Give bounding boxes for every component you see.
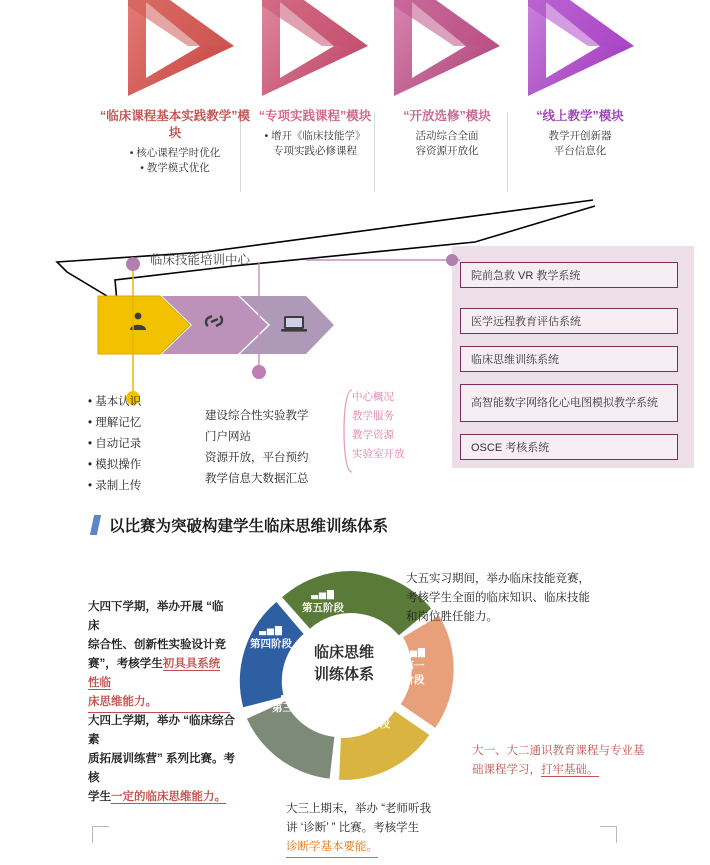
frame-corner-left <box>92 826 109 843</box>
module-item: 教学开创新器 <box>548 130 612 142</box>
module-arrow-1 <box>128 0 234 96</box>
system-item-1[interactable]: 院前急救 VR 教学系统 <box>460 262 678 288</box>
annotation-stage5-line3: 和岗位胜任能力。 <box>406 611 498 623</box>
system-item-2[interactable]: 医学远程教育评估系统 <box>460 308 678 334</box>
donut-center-line-2: 训练体系 <box>313 666 374 683</box>
module-item: 专项实践必修课程 <box>273 145 357 157</box>
bars-icon-5: ▃▅▇ <box>311 589 335 599</box>
annotation-stage1-line1: 大一、大二通识教育课程与专业基 <box>472 745 645 757</box>
pink-brace-list <box>352 388 444 474</box>
donut-label-stage3 <box>264 690 322 715</box>
laptop-icon <box>281 316 307 332</box>
marker-left <box>120 256 146 406</box>
left-bullet: • 自动记录 <box>88 434 208 455</box>
module-block-1 <box>100 108 250 176</box>
stage3-line: 第三阶段 <box>272 702 314 714</box>
module-title-3: “开放选修”模块 <box>403 109 491 123</box>
module-block-4 <box>505 108 655 159</box>
donut-label-stage5 <box>294 590 352 615</box>
donut-label-stage4 <box>242 626 300 651</box>
module-arrow-3 <box>394 0 500 96</box>
annotation-stage4 <box>88 598 230 713</box>
left-bullet: • 录制上传 <box>88 476 208 497</box>
brace-item: 教学服务 <box>352 410 394 422</box>
donut-segment-stage3 <box>266 710 332 758</box>
center-list-item: 建设综合性实验教学 <box>205 410 309 422</box>
annotation-stage5 <box>406 570 616 627</box>
system-item-5[interactable]: OSCE 考核系统 <box>460 434 678 460</box>
bars-icon-3: ▃▅▇ <box>281 689 305 699</box>
center-list <box>205 406 345 490</box>
brace-item: 实验室开放 <box>352 448 405 460</box>
annotation-stage4-line1: 大四下学期，举办开展 “临床 <box>88 601 224 632</box>
system-item-3[interactable]: 临床思维训练系统 <box>460 346 678 372</box>
annotation-stage3-line2: 质拓展训练营” 系列比赛。考核 <box>88 753 235 784</box>
marker-center <box>246 256 272 380</box>
brace-item: 教学资源 <box>352 429 394 441</box>
top-module-texts <box>0 108 710 200</box>
module-block-2 <box>240 108 390 159</box>
module-item: 活动综合全面 <box>415 130 479 142</box>
module-item: 容资源开放化 <box>415 145 479 157</box>
top-arrow-row <box>0 0 710 100</box>
module-item: 平台信息化 <box>553 145 607 157</box>
annotation-stage2-line3: 诊断学基本要能。 <box>286 838 378 858</box>
donut-center-label <box>290 642 398 686</box>
module-title-1: “临床课程基本实践教学”模块 <box>100 109 251 140</box>
annotation-stage5-line1: 大五实习期间，举办临床技能竞赛， <box>406 573 590 585</box>
module-title-4: “线上教学”模块 <box>536 109 624 123</box>
center-title: 临床技能培训中心 <box>150 253 251 267</box>
heading-accent-bar <box>90 515 101 535</box>
frame-corner-right <box>600 826 617 843</box>
module-item: • 核心课程学时优化 <box>100 146 250 161</box>
annotation-stage4-line3: 赛”，考核学生初具具系统性临 <box>88 658 221 689</box>
center-list-item: 门户网站 <box>205 431 251 443</box>
left-bullet: • 基本认识 <box>88 392 208 413</box>
annotation-stage2-line2: 讲 ‘诊断’ ” 比赛。考核学生 <box>286 822 420 834</box>
annotation-stage4-line2: 综合性、创新性实验设计竞 <box>88 639 226 651</box>
heading-text: 以比赛为突破构建学生临床思维训练体系 <box>109 518 389 535</box>
module-list-3 <box>372 129 522 159</box>
marker-right <box>300 250 470 276</box>
system-item-4[interactable]: 高智能数字网络化心电图模拟教学系统 <box>460 384 678 422</box>
annotation-stage3-line3: 学生一定的临床思维能力。 <box>88 791 226 803</box>
module-arrow-4 <box>528 0 634 96</box>
left-bullet: • 模拟操作 <box>88 455 208 476</box>
annotation-stage3 <box>88 712 238 807</box>
annotation-stage2-line1: 大三上期末，举办 “老师听我 <box>286 803 432 815</box>
annotation-stage5-line2: 考核学生全面的临床知识、临床技能 <box>406 592 590 604</box>
center-list-item: 资源开放，平台预约 <box>205 452 309 464</box>
module-arrow-2 <box>262 0 368 96</box>
annotation-stage1 <box>472 742 682 780</box>
bars-icon-2: ▃▅▇ <box>357 705 381 715</box>
left-bullet: • 理解记忆 <box>88 413 208 434</box>
annotation-stage1-line2: 础课程学习，打牢基础。 <box>472 764 599 776</box>
left-bullet-list <box>88 392 208 497</box>
module-list-2 <box>240 129 390 159</box>
stage5-line: 第五阶段 <box>302 602 344 614</box>
module-list-1 <box>100 146 250 176</box>
bars-icon-4: ▃▅▇ <box>259 625 283 635</box>
module-block-3 <box>372 108 522 159</box>
brace-icon <box>342 388 354 474</box>
donut-center-line-1: 临床思维 <box>313 644 374 661</box>
stage4-line: 第四阶段 <box>250 638 292 650</box>
annotation-stage4-line4: 床思维能力。 <box>88 693 230 713</box>
module-item: • 增开《临床技能学》 <box>240 129 390 144</box>
stage2-line: 第二阶段 <box>348 718 390 730</box>
module-item: • 教学模式优化 <box>100 161 250 176</box>
donut-label-stage2 <box>340 706 398 731</box>
annotation-stage3-line1: 大四上学期，举办 “临床综合素 <box>88 715 235 746</box>
annotation-stage2 <box>286 800 436 858</box>
donut-label-stage1 <box>392 648 436 687</box>
brace-item: 中心概况 <box>352 391 394 403</box>
section-heading <box>92 512 388 538</box>
center-list-item: 教学信息大数据汇总 <box>205 473 309 485</box>
module-list-4 <box>505 129 655 159</box>
module-title-2: “专项实践课程”模块 <box>258 109 372 123</box>
stage1-line2: 阶段 <box>403 674 425 686</box>
bars-icon-1: ▃▅▇ <box>402 647 426 657</box>
stage1-line1: 第一 <box>403 660 425 672</box>
